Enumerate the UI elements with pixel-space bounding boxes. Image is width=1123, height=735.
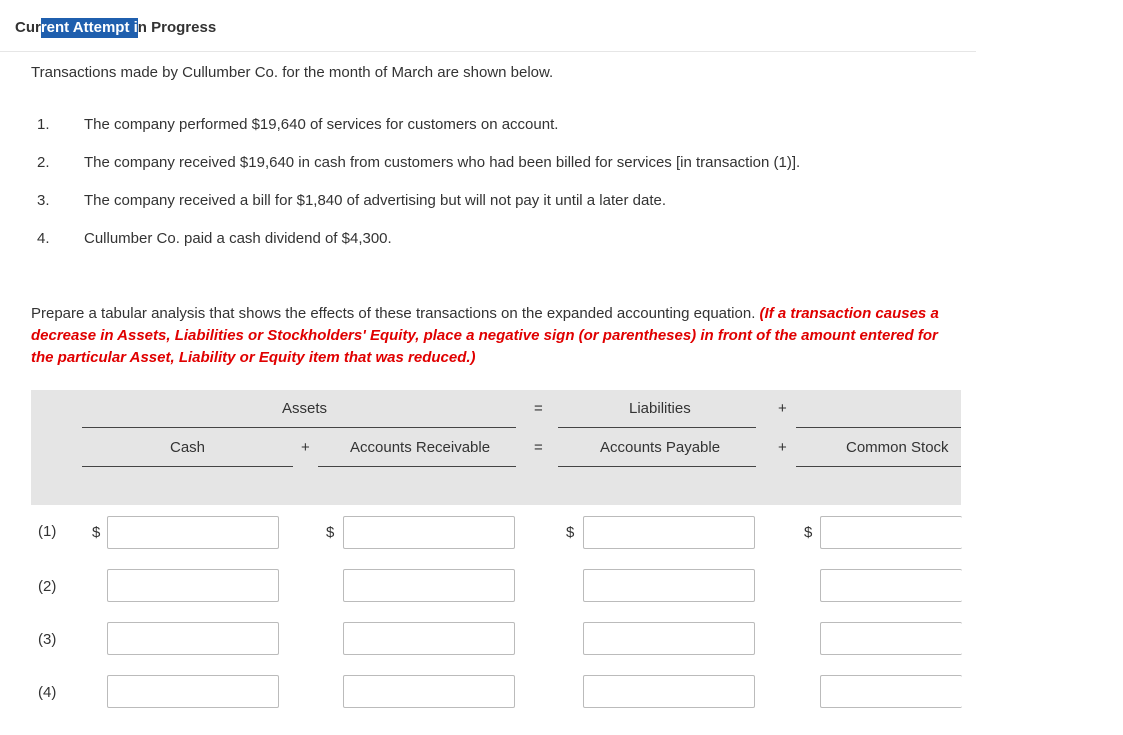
- ar-input-4[interactable]: [343, 675, 515, 708]
- transaction-text: The company received a bill for $1,840 of advertising but will not pay it until a later date.: [84, 192, 666, 209]
- ar-input-3[interactable]: [343, 622, 515, 655]
- header-liabilities: Liabilities: [629, 400, 691, 417]
- transaction-number: 2.: [37, 154, 50, 171]
- cash-underline: [82, 466, 293, 467]
- col-plus: +: [301, 439, 310, 456]
- equity-underline: [796, 427, 961, 428]
- instructions-main: Prepare a tabular analysis that shows the effects of these transactions on the expanded accounting equation.: [31, 305, 760, 322]
- transaction-number: 3.: [37, 192, 50, 209]
- intro-text: Transactions made by Cullumber Co. for the month of March are shown below.: [31, 64, 554, 81]
- ap-input-4[interactable]: [583, 675, 755, 708]
- ar-input-2[interactable]: [343, 569, 515, 602]
- ar-input-1[interactable]: [343, 516, 515, 549]
- header-assets: Assets: [282, 400, 328, 417]
- ap-input-3[interactable]: [583, 622, 755, 655]
- row-label: (3): [38, 631, 57, 648]
- cs-input-1[interactable]: [820, 516, 962, 549]
- cash-input-3[interactable]: [107, 622, 279, 655]
- cash-input-4[interactable]: [107, 675, 279, 708]
- instructions-note: (If a transaction causes a decrease in Assets, Liabilities or Stockholders' Equity, place a negative sign (or parentheses) in front of the amount entered for the particular Asset, Liability or Equity item that was reduced.): [31, 305, 939, 366]
- cs-input-3[interactable]: [820, 622, 962, 655]
- cs-underline: [796, 466, 961, 467]
- title-text-start: Cur: [15, 19, 41, 36]
- header-equals: =: [534, 400, 543, 417]
- cs-input-2[interactable]: [820, 569, 962, 602]
- col-equals: =: [534, 439, 543, 456]
- row-label: (1): [38, 523, 57, 540]
- title-text-end: n Progress: [137, 19, 217, 36]
- transaction-text: The company received $19,640 in cash from customers who had been billed for services [in transaction (1)].: [84, 154, 801, 171]
- currency-symbol: $: [326, 524, 335, 541]
- assets-underline: [82, 427, 516, 428]
- col-common-stock: Common Stock: [846, 439, 949, 456]
- ap-input-1[interactable]: [583, 516, 755, 549]
- header-bar: [0, 0, 976, 52]
- ap-underline: [558, 466, 756, 467]
- currency-symbol: $: [804, 524, 813, 541]
- transaction-number: 4.: [37, 230, 50, 247]
- transaction-number: 1.: [37, 116, 50, 133]
- cash-input-1[interactable]: [107, 516, 279, 549]
- liabilities-underline: [558, 427, 756, 428]
- title-text-selected: rent Attempt i: [40, 19, 138, 36]
- instructions: [31, 303, 961, 369]
- col-plus: +: [778, 439, 787, 456]
- header-plus: +: [778, 400, 787, 417]
- ar-underline: [318, 466, 516, 467]
- page-title: [15, 19, 216, 36]
- cs-input-4[interactable]: [820, 675, 962, 708]
- row-label: (2): [38, 578, 57, 595]
- currency-symbol: $: [92, 524, 101, 541]
- currency-symbol: $: [566, 524, 575, 541]
- ap-input-2[interactable]: [583, 569, 755, 602]
- row-label: (4): [38, 684, 57, 701]
- transaction-text: The company performed $19,640 of services for customers on account.: [84, 116, 559, 133]
- cash-input-2[interactable]: [107, 569, 279, 602]
- col-accounts-receivable: Accounts Receivable: [350, 439, 491, 456]
- col-cash: Cash: [170, 439, 206, 456]
- transaction-text: Cullumber Co. paid a cash dividend of $4,300.: [84, 230, 392, 247]
- col-accounts-payable: Accounts Payable: [600, 439, 721, 456]
